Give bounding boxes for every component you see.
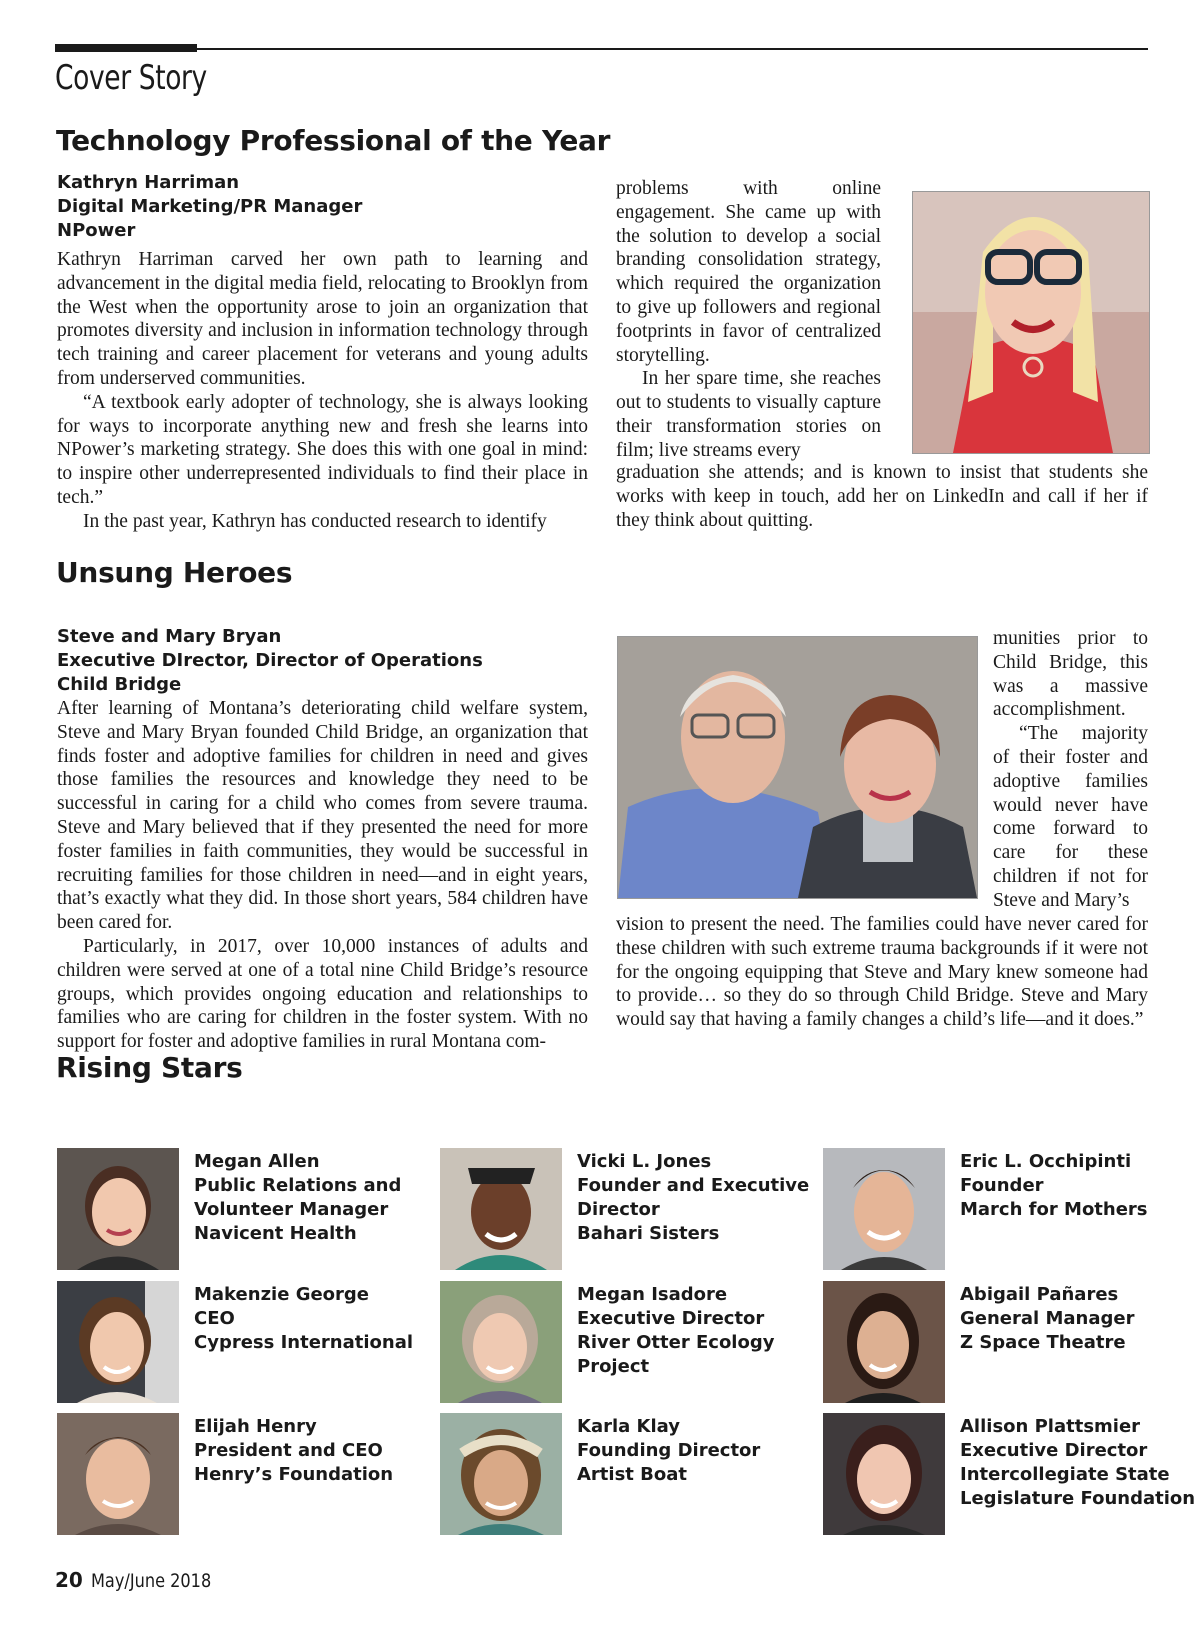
paragraph: Particularly, in 2017, over 10,000 instances of adults and children were served at one of a total nine Child Bridge’s resource groups, which provides ongoing education and relationships to families who are caring for children in the foster system. With no support for foster and adoptive families in rural Montana com- [57, 935, 588, 1053]
steve-and-mary-bryan-photo [617, 636, 978, 899]
headshot-photo [440, 1148, 562, 1270]
tech-professional-col2-top [616, 177, 881, 463]
star-detail: Navicent Health [194, 1223, 357, 1244]
star-detail: Bahari Sisters [577, 1223, 720, 1244]
section-label: Cover Story [55, 58, 207, 98]
header-rule-thick [55, 44, 197, 52]
star-detail: Volunteer Manager [194, 1199, 389, 1220]
rising-star-info [194, 1283, 413, 1355]
star-detail: Executive Director [577, 1308, 765, 1329]
rising-star-info [577, 1150, 809, 1246]
rising-star-info [577, 1415, 760, 1487]
headshot-photo [823, 1413, 945, 1535]
star-name: Megan Allen [194, 1151, 320, 1172]
header-rule-thin [197, 48, 1148, 50]
paragraph: munities prior to Child Bridge, this was a massive accomplishment. [993, 628, 1148, 721]
rising-star-info [960, 1415, 1195, 1511]
paragraph: problems with online engagement. She came up with the solution to develop a social branding consolidation strategy, which required the organization to give up followers and regional footprints in favor of centralized storytelling. [616, 178, 881, 366]
headshot-photo [440, 1413, 562, 1535]
issue-date: May/June 2018 [90, 1570, 212, 1592]
headshot-photo [57, 1281, 179, 1403]
star-detail: Executive Director [960, 1440, 1148, 1461]
page-number: 20 [55, 1568, 83, 1592]
star-detail: Artist Boat [577, 1464, 688, 1485]
star-detail: Project [577, 1356, 650, 1377]
star-detail: Z Space Theatre [960, 1332, 1126, 1353]
star-detail: Director [577, 1199, 660, 1220]
star-name: Abigail Pañares [960, 1284, 1119, 1305]
rising-star-info [960, 1150, 1148, 1222]
headshot-photo [823, 1281, 945, 1403]
page-footer [55, 1568, 232, 1592]
unsung-heroes-heading: Unsung Heroes [56, 556, 293, 589]
star-detail: March for Mothers [960, 1199, 1148, 1220]
star-name: Eric L. Occhipinti [960, 1151, 1132, 1172]
headshot-photo [440, 1281, 562, 1403]
star-detail: Founding Director [577, 1440, 761, 1461]
tech-professional-heading: Technology Professional of the Year [56, 124, 611, 157]
star-detail: Intercollegiate State [960, 1464, 1170, 1485]
honoree-name: Steve and Mary Bryan [57, 626, 282, 647]
star-detail: Henry’s Foundation [194, 1464, 394, 1485]
star-detail: River Otter Ecology [577, 1332, 775, 1353]
headshot-photo [823, 1148, 945, 1270]
star-name: Karla Klay [577, 1416, 680, 1437]
rising-star-info [960, 1283, 1134, 1355]
star-detail: Public Relations and [194, 1175, 402, 1196]
star-name: Makenzie George [194, 1284, 370, 1305]
star-name: Vicki L. Jones [577, 1151, 712, 1172]
unsung-heroes-col2-bottom [616, 913, 1148, 1032]
star-detail: CEO [194, 1308, 235, 1329]
tech-professional-col1 [57, 248, 588, 534]
star-detail: Founder [960, 1175, 1044, 1196]
honoree-title: Digital Marketing/PR Manager [57, 196, 363, 217]
paragraph: In her spare time, she reaches out to students to visually capture their transformation stories on film; live streams every [616, 368, 881, 461]
rising-star-info [577, 1283, 774, 1379]
rising-star-info [194, 1415, 393, 1487]
star-name: Elijah Henry [194, 1416, 317, 1437]
paragraph: vision to present the need. The families could have never cared for these children with such extreme trauma backgrounds if it were not for the ongoing equipping that Steve and Mary knew someone had to provide… so they do so through Child Bridge. Steve and Mary would say that having a family changes a child’s life—and it does.” [616, 914, 1148, 1031]
headshot-photo [57, 1413, 179, 1535]
rising-star-info [194, 1150, 401, 1246]
honoree-name: Kathryn Harriman [57, 172, 240, 193]
tech-professional-byline [57, 171, 362, 243]
paragraph: “A textbook early adopter of technology, she is always looking for ways to incorporate anything new and fresh she learns into NPower’s marketing strategy. She does this with one goal in mind: to inspire other underrepresented individuals to find their place in tech.” [57, 391, 588, 508]
unsung-heroes-col1 [57, 697, 588, 1054]
star-detail: Founder and Executive [577, 1175, 810, 1196]
honoree-title: Executive DIrector, Director of Operations [57, 650, 483, 671]
star-name: Allison Plattsmier [960, 1416, 1141, 1437]
paragraph: “The majority of their foster and adoptive families would never have come forward to care for these children if not for Steve and Mary’s [993, 723, 1148, 911]
kathryn-harriman-photo [912, 191, 1150, 454]
rising-stars-heading: Rising Stars [56, 1051, 243, 1084]
star-detail: Legislature Foundation [960, 1488, 1196, 1509]
star-detail: Cypress International [194, 1332, 414, 1353]
unsung-heroes-col2-top [993, 627, 1148, 913]
tech-professional-col2-bottom [616, 461, 1148, 532]
unsung-heroes-byline [57, 625, 483, 697]
headshot-photo [57, 1148, 179, 1270]
paragraph: graduation she attends; and is known to insist that students she works with keep in touch, add her on LinkedIn and call if her if they think about quitting. [616, 462, 1148, 531]
star-detail: General Manager [960, 1308, 1135, 1329]
paragraph: After learning of Montana’s deteriorating child welfare system, Steve and Mary Bryan founded Child Bridge, an organization that finds foster and adoptive families for children in need and gives those families the resources and knowledge they need to be successful in caring for a child who comes from severe trauma. Steve and Mary believed that if they presented the need for more foster families in faith communities, they would be successful in recruiting families for those children in need—and in eight years, that’s exactly what they did. In those short years, 584 children have been cared for. [57, 698, 588, 934]
paragraph: Kathryn Harriman carved her own path to learning and advancement in the digital media field, relocating to Brooklyn from the West when the opportunity arose to join an organization that promotes diversity and inclusion in information technology through tech training and career placement for veterans and young adults from underserved communities. [57, 249, 588, 389]
honoree-org: Child Bridge [57, 674, 182, 695]
star-name: Megan Isadore [577, 1284, 728, 1305]
paragraph: In the past year, Kathryn has conducted research to identify [83, 510, 547, 532]
honoree-org: NPower [57, 220, 136, 241]
star-detail: President and CEO [194, 1440, 383, 1461]
